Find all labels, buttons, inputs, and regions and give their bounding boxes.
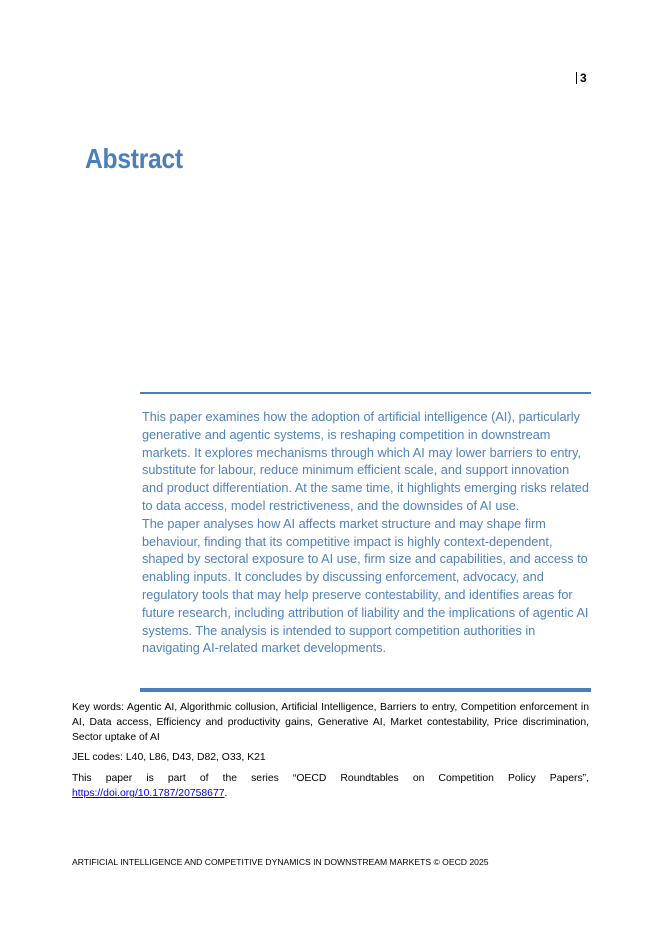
jel-codes-text: JEL codes: L40, L86, D43, D82, O33, K21 (72, 752, 266, 763)
page-footer: ARTIFICIAL INTELLIGENCE AND COMPETITIVE DYNAMICS IN DOWNSTREAM MARKETS © OECD 2025 (72, 857, 489, 867)
series-paragraph (72, 771, 589, 801)
series-note (72, 771, 589, 801)
abstract-bottom-rule (140, 688, 591, 692)
jel-codes (72, 750, 589, 765)
keywords (72, 700, 589, 746)
abstract-paragraph: This paper examines how the adoption of artificial intelligence (AI), particularly generative and agentic systems, is reshaping competition in downstream markets. It explores mechanisms through which AI may lower barriers to entry, substitute for labour, reduce minimum efficient scale, and support innovation and product differentiation. At the same time, it highlights emerging risks related to data access, model restrictiveness, and the downsides of AI use. (142, 410, 589, 513)
abstract-box (142, 409, 592, 658)
page-number-divider (576, 72, 577, 84)
page-number-value: 3 (580, 71, 587, 85)
page-title: Abstract (85, 143, 183, 174)
abstract-paragraph: The paper analyses how AI affects market structure and may shape firm behaviour, finding that its competitive impact is highly context-dependent, shaped by sectoral exposure to AI use, firm size and capabilities, and access to enabling inputs. It concludes by discussing enforcement, advocacy, and regulatory tools that may help preserve contestability, and identifies areas for future research, including attribution of liability and the implications of agentic AI systems. The analysis is intended to support competition authorities in navigating AI-related market developments. (142, 516, 589, 656)
series-text: This paper is part of the series “OECD Roundtables on Competition Policy Papers”, (72, 773, 589, 784)
series-suffix: . (224, 788, 228, 800)
page-number (576, 71, 587, 85)
keywords-text: Key words: Agentic AI, Algorithmic collusion, Artificial Intelligence, Barriers to entry, Competition enforcement in AI, Data access, Efficiency and productivity gains, Generative AI, Market contestability, Price discrimination, Sector uptake of AI (72, 702, 589, 744)
abstract-top-rule (140, 392, 591, 394)
series-doi-link[interactable]: https://doi.org/10.1787/20758677 (72, 788, 225, 800)
